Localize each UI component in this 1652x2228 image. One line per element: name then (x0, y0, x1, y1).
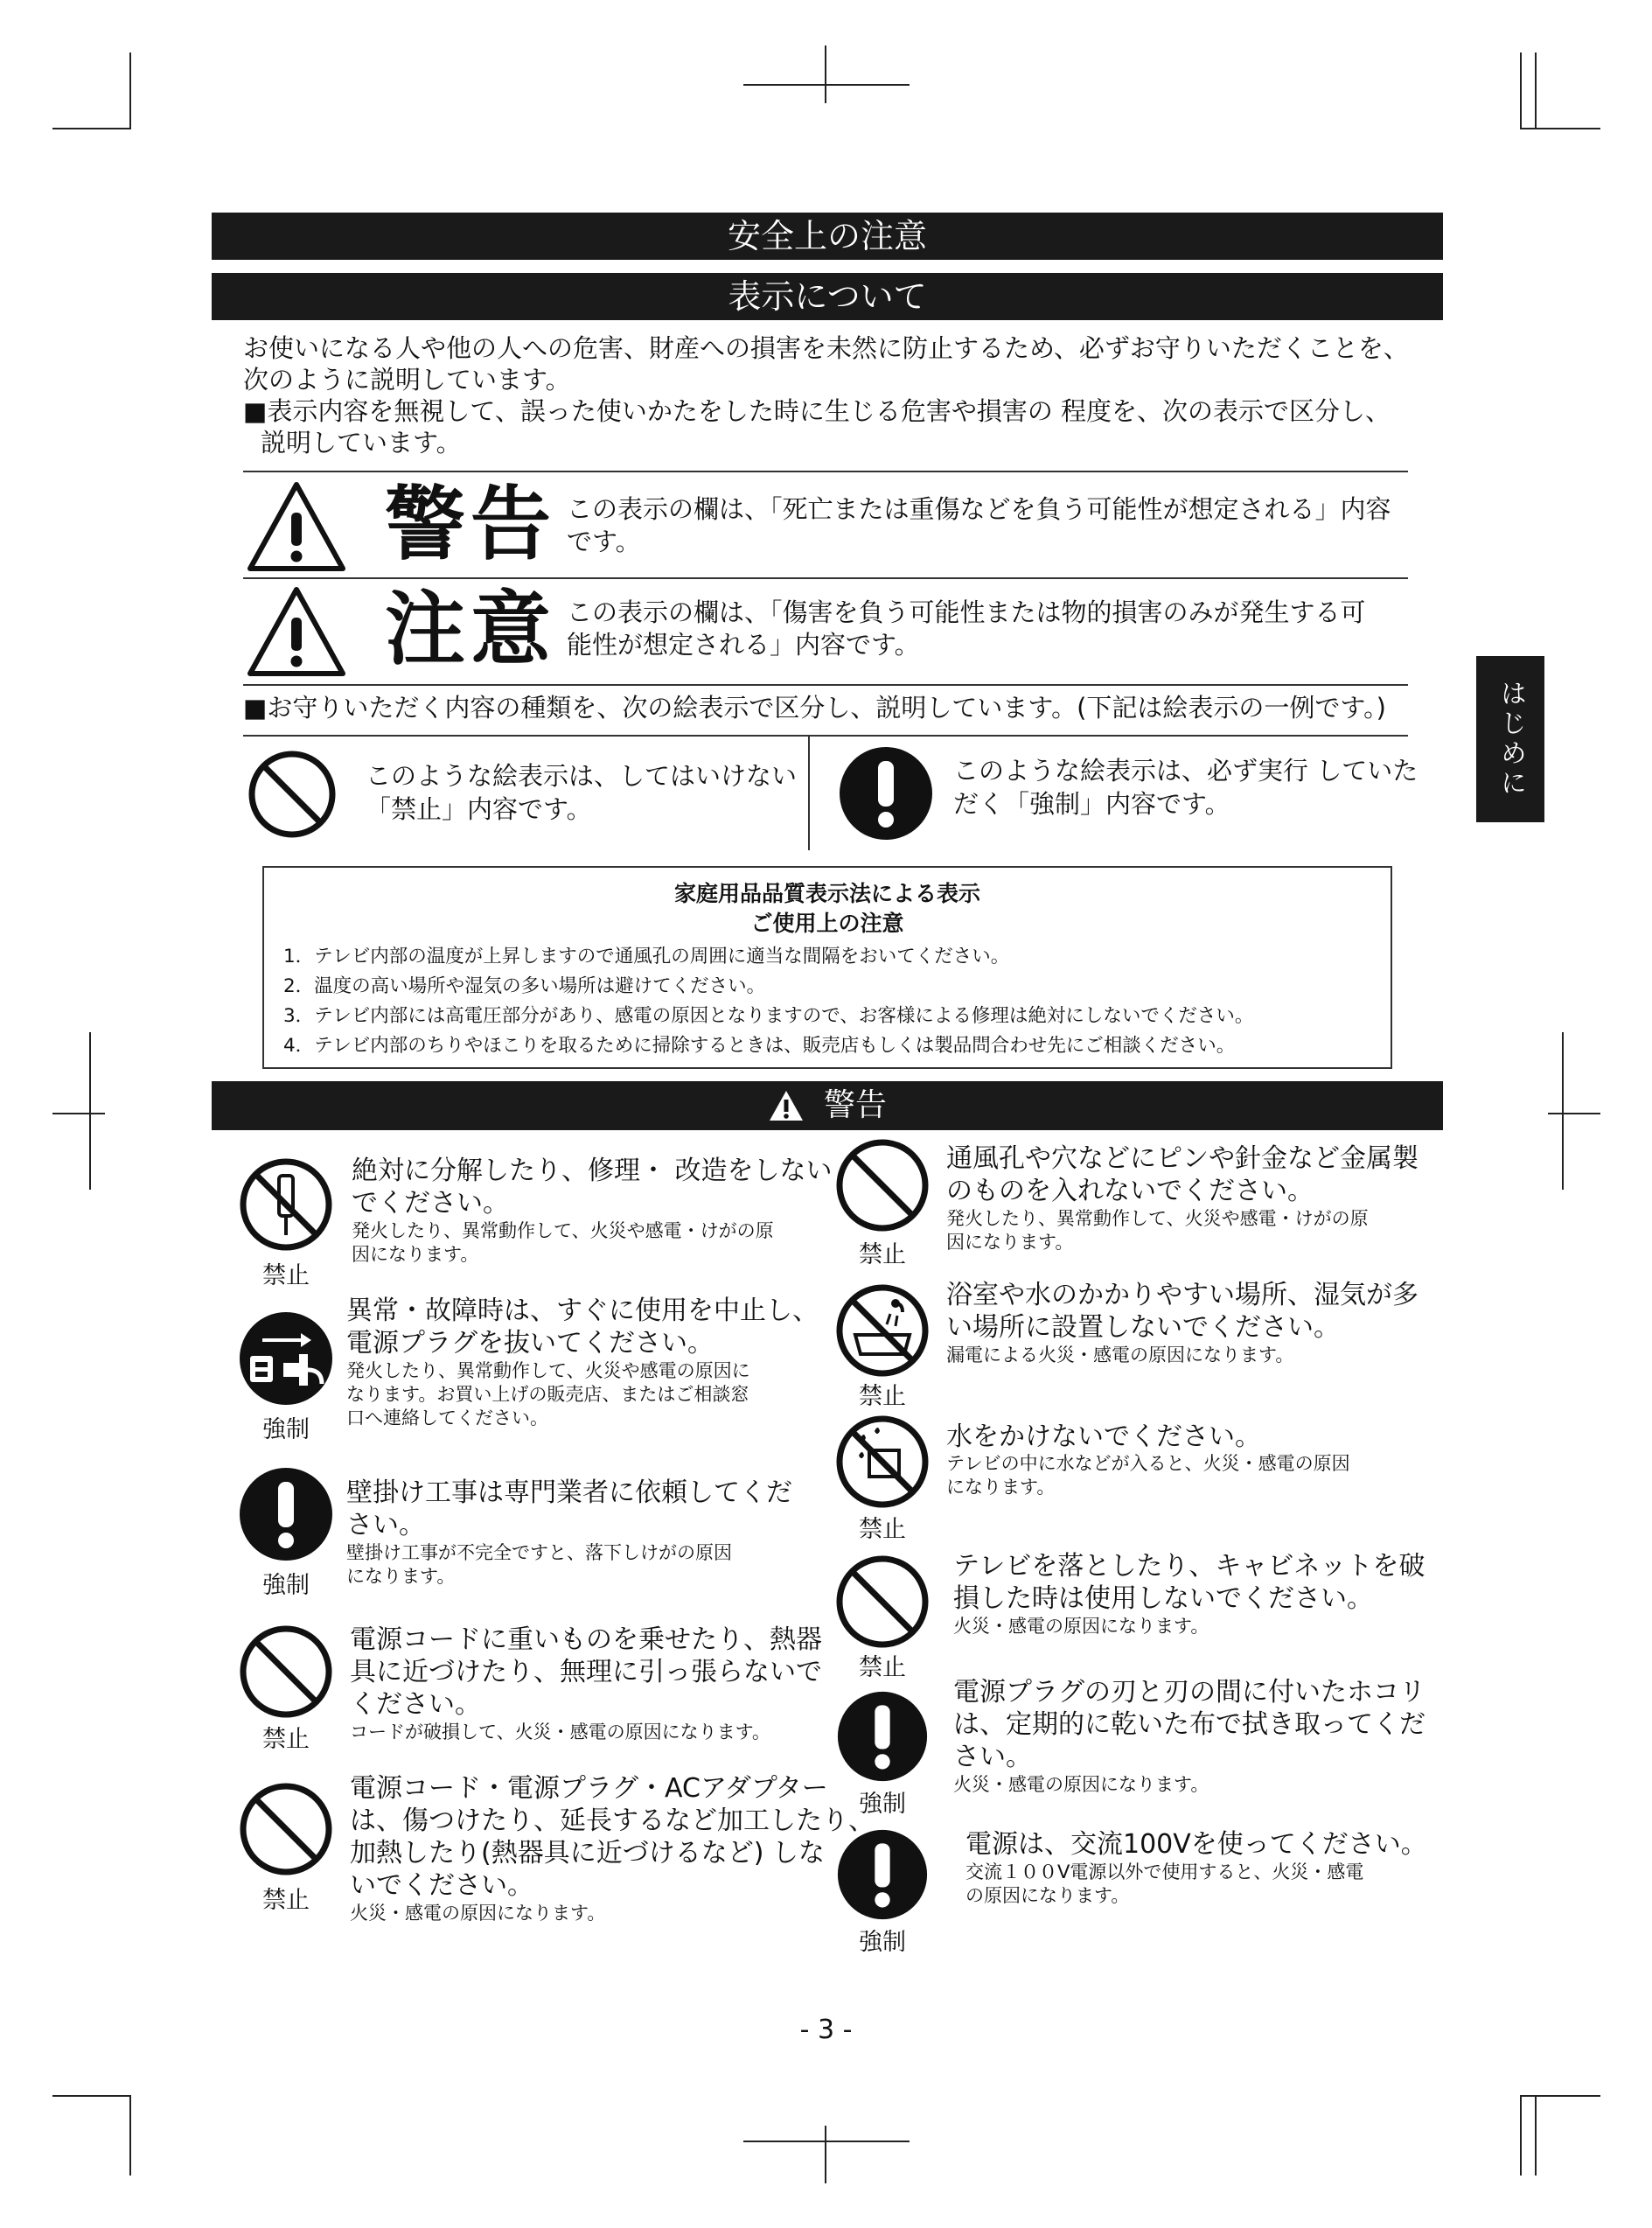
quality-box-item: 2．温度の高い場所や湿気の多い場所は避けてください。 (283, 975, 766, 997)
vertical-divider (808, 737, 810, 850)
prohibit-description-1: このような絵表示は、してはいけない (366, 761, 798, 791)
prohibit-caption: 禁止 (262, 1262, 310, 1289)
left-item-1-sub-2: 因になります。 (352, 1244, 479, 1265)
right-item-4-sub-1: 火災・感電の原因になります。 (953, 1616, 1209, 1637)
quality-box-item: 1．テレビ内部の温度が上昇しますので通風孔の周囲に適当な間隔をおいてください。 (283, 946, 1010, 967)
right-item-5-main-1: 電源プラグの刃と刃の間に付いたホコリ (953, 1677, 1425, 1708)
no-bathroom-icon (834, 1282, 931, 1379)
warning-section-bar (212, 1081, 1443, 1130)
warning-small-icon (768, 1089, 805, 1122)
intro-line-3: ■表示内容を無視して、誤った使いかたをした時に生じる危害や損害の 程度を、次の表示で区分し、 (243, 396, 1391, 426)
left-item-5-main-1: 電源コード・電源プラグ・ACアダプター (350, 1773, 828, 1804)
intro-line-1: お使いになる人や他の人への危害、財産への損害を未然に防止するため、必ずお守りいただくことを、 (243, 333, 1409, 363)
section-title: 安全上の注意 (727, 217, 927, 255)
right-item-6-sub-2: の原因になります。 (965, 1885, 1130, 1906)
prohibition-icon (238, 1624, 334, 1720)
left-item-3-main-1: 壁掛け工事は専門業者に依頼してくだ (346, 1477, 792, 1508)
prohibit-caption: 禁止 (262, 1887, 310, 1914)
left-item-1-main-1: 絶対に分解したり、修理・ 改造をしない (352, 1156, 833, 1186)
left-item-2-main-2: 電源プラグを抜いてください。 (346, 1328, 714, 1358)
right-item-5-sub-1: 火災・感電の原因になります。 (953, 1774, 1209, 1795)
mandatory-description-1: このような絵表示は、必ず実行 していた (953, 756, 1418, 786)
prohibition-icon (247, 749, 338, 840)
quality-label-box (262, 866, 1392, 1069)
no-water-icon (834, 1414, 931, 1510)
left-item-2-sub-3: 口へ連絡してください。 (346, 1407, 548, 1428)
mandatory-caption: 強制 (262, 1572, 310, 1599)
right-item-1-sub-1: 発火したり、異常動作して、火災や感電・けがの原 (946, 1208, 1369, 1229)
mandatory-caption: 強制 (859, 1791, 906, 1818)
left-item-5-main-4: いでください。 (350, 1870, 533, 1901)
mandatory-icon (836, 1690, 929, 1783)
divider (243, 684, 1408, 686)
prohibit-caption: 禁止 (859, 1383, 906, 1410)
left-item-4-main-1: 電源コードに重いものを乗せたり、熱器 (350, 1624, 822, 1655)
right-item-2-sub-1: 漏電による火災・感電の原因になります。 (946, 1344, 1294, 1365)
mandatory-description-2: だく「強制」内容です。 (953, 789, 1230, 819)
intro-line-4: 説明しています。 (261, 428, 462, 457)
mandatory-caption: 強制 (859, 1929, 906, 1956)
intro-line-2: 次のように説明しています。 (243, 365, 571, 395)
prohibit-caption: 禁止 (859, 1241, 906, 1268)
right-item-1-main-1: 通風孔や穴などにピンや針金など金属製 (946, 1143, 1418, 1174)
section-title-bar (212, 213, 1443, 260)
prohibition-icon (238, 1781, 334, 1877)
warning-section-title: 警告 (823, 1087, 887, 1123)
prohibition-icon (834, 1137, 931, 1233)
left-item-4-main-2: 具に近づけたり、無理に引っ張らないで (350, 1657, 822, 1687)
right-item-4-main-2: 損した時は使用しないでください。 (953, 1583, 1373, 1614)
page-number: - 3 - (799, 2015, 853, 2045)
left-item-2-sub-2: なります。お買い上げの販売店、またはご相談窓 (346, 1384, 749, 1405)
caution-triangle-icon (245, 584, 348, 679)
right-item-2-main-2: い場所に設置しないでください。 (946, 1312, 1340, 1343)
right-item-3-sub-1: テレビの中に水などが入ると、火災・感電の原因 (946, 1453, 1350, 1474)
subsection-title-bar (212, 273, 1443, 320)
left-item-2-sub-1: 発火したり、異常動作して、火災や感電の原因に (346, 1360, 750, 1381)
right-item-5-main-2: は、定期的に乾いた布で拭き取ってくだ (953, 1709, 1425, 1740)
caution-description-1: この表示の欄は、「傷害を負う可能性または物的損害のみが発生する可 (567, 597, 1366, 627)
divider (243, 577, 1408, 579)
left-item-4-sub-1: コードが破損して、火災・感電の原因になります。 (350, 1722, 770, 1743)
caution-label: 注意 (385, 583, 557, 676)
right-item-1-main-2: のものを入れないでください。 (946, 1176, 1314, 1206)
quality-box-item: 3．テレビ内部には高電圧部分があり、感電の原因となりますので、お客様による修理は絶対にしないでください。 (283, 1005, 1254, 1027)
left-item-3-sub-2: になります。 (346, 1566, 456, 1587)
prohibit-description-2: 「禁止」内容です。 (366, 794, 592, 824)
right-item-3-main-1: 水をかけないでください。 (946, 1421, 1261, 1452)
side-tab: はじめに (1476, 656, 1544, 822)
left-item-1-sub-1: 発火したり、異常動作して、火災や感電・けがの原 (352, 1220, 774, 1241)
prohibit-caption: 禁止 (859, 1516, 906, 1543)
no-disassembly-icon (238, 1156, 334, 1253)
right-item-5-main-3: さい。 (953, 1742, 1032, 1772)
divider (243, 735, 1408, 737)
mandatory-caption: 強制 (262, 1416, 310, 1443)
warning-description-1: この表示の欄は、「死亡または重傷などを負う可能性が想定される」内容 (567, 494, 1391, 524)
quality-box-item: 4．テレビ内部のちりやほこりを取るために掃除するときは、販売店もしくは製品問合わせ先にご相談ください。 (283, 1035, 1236, 1057)
left-item-5-main-3: 加熱したり(熱器具に近づけるなど) しな (350, 1838, 825, 1868)
prohibition-icon (834, 1554, 931, 1650)
warning-label: 警告 (385, 478, 557, 571)
right-item-6-main-1: 電源は、交流100Vを使ってください。 (965, 1829, 1427, 1860)
right-item-1-sub-2: 因になります。 (946, 1232, 1074, 1253)
warning-description-2: です。 (567, 527, 641, 556)
symbols-intro: ■お守りいただく内容の種類を、次の絵表示で区分し、説明しています。(下記は絵表示の一例です。) (243, 693, 1386, 723)
warning-triangle-icon (245, 479, 348, 574)
left-item-3-main-2: さい。 (346, 1510, 425, 1540)
left-item-3-sub-1: 壁掛け工事が不完全ですと、落下しけがの原因 (346, 1542, 732, 1563)
caution-description-2: 能性が想定される」内容です。 (567, 630, 920, 660)
right-item-3-sub-2: になります。 (946, 1477, 1056, 1498)
right-item-4-main-1: テレビを落としたり、キャビネットを破 (953, 1551, 1425, 1582)
left-item-2-main-1: 異常・故障時は、すぐに使用を中止し、 (346, 1296, 819, 1326)
divider (243, 471, 1408, 472)
mandatory-icon (838, 745, 934, 842)
right-item-6-sub-1: 交流１００V電源以外で使用すると、火災・感電 (965, 1861, 1364, 1882)
left-item-5-sub-1: 火災・感電の原因になります。 (350, 1903, 606, 1924)
left-item-1-main-2: でください。 (352, 1188, 509, 1219)
right-item-2-main-1: 浴室や水のかかりやすい場所、湿気が多 (946, 1280, 1418, 1310)
prohibit-caption: 禁止 (262, 1726, 310, 1753)
left-item-5-main-2: は、傷つけたり、延長するなど加工したり、 (350, 1805, 875, 1836)
quality-box-subtitle: ご使用上の注意 (750, 911, 904, 936)
quality-box-title: 家庭用品品質表示法による表示 (673, 881, 980, 906)
prohibit-caption: 禁止 (859, 1654, 906, 1681)
unplug-icon (238, 1310, 334, 1407)
left-item-4-main-3: ください。 (350, 1689, 481, 1720)
mandatory-icon (836, 1828, 929, 1921)
mandatory-icon (238, 1466, 334, 1562)
subsection-title: 表示について (728, 277, 927, 316)
